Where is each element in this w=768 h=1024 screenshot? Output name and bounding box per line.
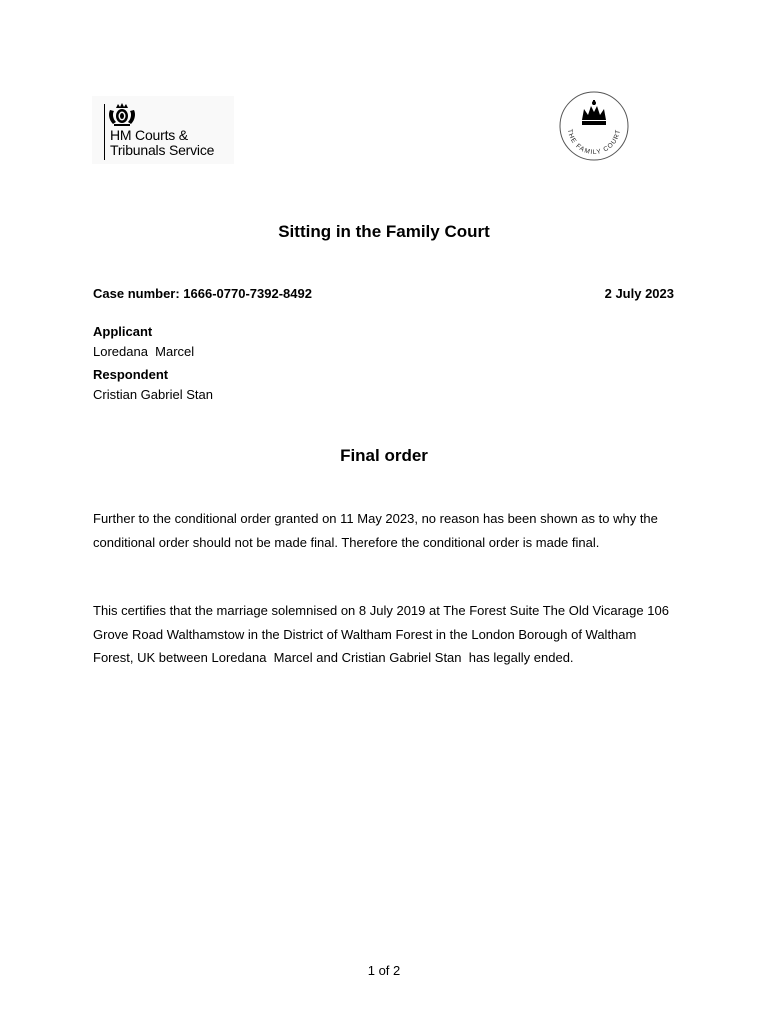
order-title: Final order [340,446,428,465]
applicant-name: Loredana Marcel [93,344,195,359]
case-number: Case number: 1666-0770-7392-8492 [93,286,312,301]
svg-text:THE FAMILY COURT [566,129,622,156]
logo-divider [104,104,105,160]
hmcts-logo [92,96,234,164]
royal-crest-icon [106,102,138,128]
applicant-label: Applicant [93,324,153,339]
crown-icon [582,100,606,125]
paragraph-certification: This certifies that the marriage solemnised on 8 July 2019 at The Forest Suite The Old Vicarage 106 Grove Road Walthamstow in the District of Waltham Forest in the London Borough of Waltham Forest, UK between Loredana Marcel and Cristian Gabriel Stan has legally ended. [93,603,673,665]
seal-text: THE FAMILY COURT [565,128,623,157]
paragraph-conditional-order: Further to the conditional order granted on 11 May 2023, no reason has been shown as to why the conditional order should not be made final. Therefore the conditional order is made final. [93,511,662,550]
order-date: 2 July 2023 [604,286,674,301]
family-court-seal [558,90,630,162]
respondent-label: Respondent [93,367,169,382]
logo-line-2: Tribunals Service [110,142,215,158]
logo-line-1: HM Courts & [110,127,188,143]
respondent-name: Cristian Gabriel Stan [93,387,213,402]
court-title: Sitting in the Family Court [278,222,490,241]
page-number: 1 of 2 [367,963,401,978]
hmcts-wordmark [110,128,214,158]
